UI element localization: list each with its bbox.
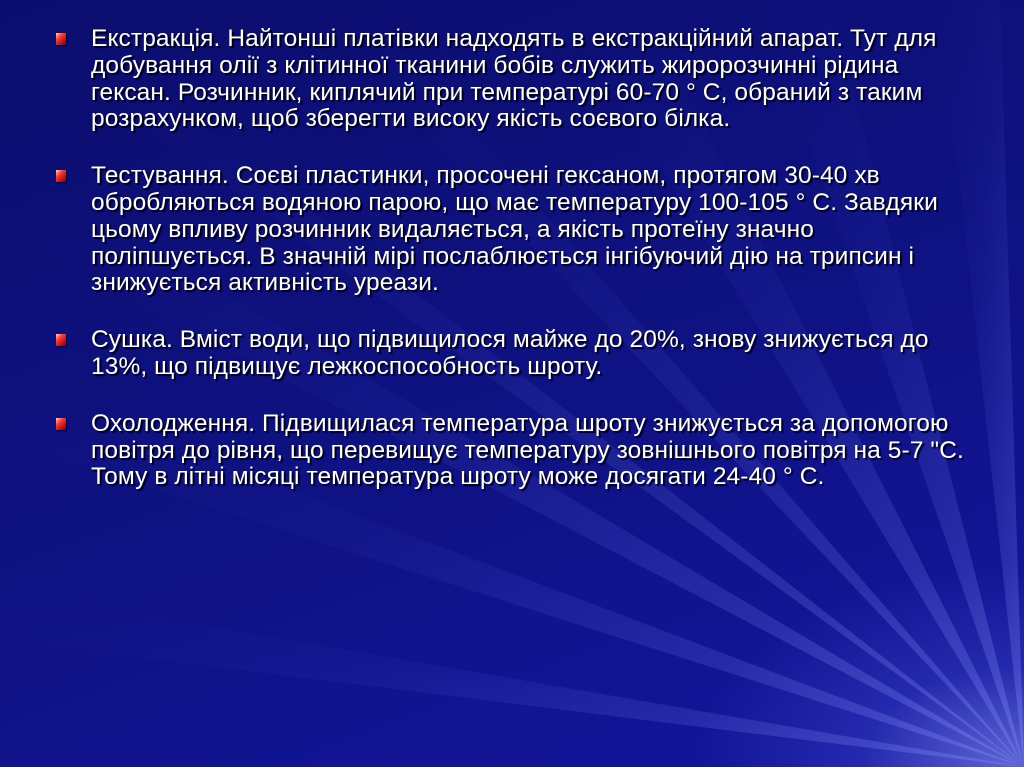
bullet-text: Тестування. Соєві пластинки, просочені гексаном, протягом 30-40 хв обробляються водяною парою, що має температуру 100-105 ° С. Завдяки цьому впливу розчинник видаляється, а якість протеїну значно поліпшується. В значній мірі послаблюється інгібуючий дію на трипсин і знижується активність уреази.: [91, 162, 938, 297]
bullet-square-icon: [56, 334, 66, 346]
bullet-extraction: [54, 26, 974, 133]
bullet-drying: [54, 327, 974, 381]
bullet-testing: [54, 163, 974, 297]
bullet-square-icon: [56, 33, 66, 45]
bullet-text: Сушка. Вміст води, що підвищилося майже до 20%, знову знижується до 13%, що підвищує лежкоспособность шроту.: [91, 326, 929, 380]
bullet-list: [54, 26, 974, 491]
bullet-square-icon: [56, 170, 66, 182]
bullet-cooling: [54, 411, 974, 491]
bullet-square-icon: [56, 418, 66, 430]
bullet-text: Екстракція. Найтонші платівки надходять в екстракційний апарат. Тут для добування олії з клітинної тканини бобів служить жиророзчинні рідина гексан. Розчинник, киплячий при температурі 60-70 ° С, обраний з таким розрахунком, щоб зберегти високу якість соєвого білка.: [91, 25, 937, 133]
bullet-text: Охолодження. Підвищилася температура шроту знижується за допомогою повітря до рівня, що перевищує температуру зовнішнього повітря на 5-7 "С. Тому в літні місяці температура шроту може досягати 24-40 ° С.: [91, 409, 964, 491]
